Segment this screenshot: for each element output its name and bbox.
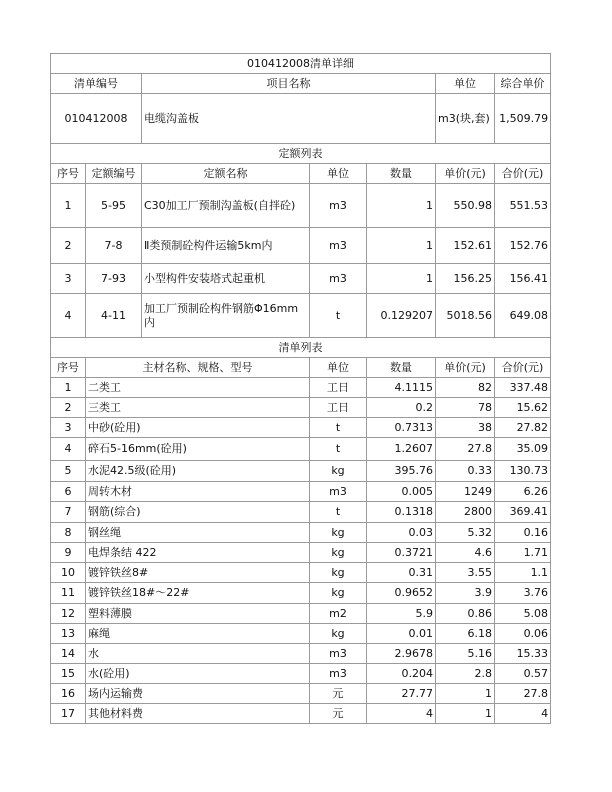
materials-rows: [51, 378, 551, 724]
material-total: 1.71: [495, 543, 551, 563]
materials-section-title: 清单列表: [51, 338, 551, 358]
quota-qty: 1: [367, 264, 436, 294]
material-unit: kg: [310, 523, 367, 543]
material-price: 1249: [436, 482, 495, 502]
material-name: 钢筋(综合): [86, 502, 310, 523]
materials-header-qty: 数量: [367, 358, 436, 378]
material-total: 0.16: [495, 523, 551, 543]
material-price: 27.8: [436, 438, 495, 461]
material-price: 5.16: [436, 644, 495, 664]
material-unit: t: [310, 438, 367, 461]
material-qty: 2.9678: [367, 644, 436, 664]
material-qty: 0.03: [367, 523, 436, 543]
material-row: [51, 418, 551, 438]
bill-price: 1,509.79: [495, 94, 551, 144]
quota-header-code: 定额编号: [86, 164, 142, 184]
bill-unit: m3(块,套): [436, 94, 495, 144]
material-row: [51, 604, 551, 624]
material-total: 369.41: [495, 502, 551, 523]
material-no: 15: [51, 664, 86, 684]
quota-code: 7-8: [86, 228, 142, 264]
material-name: 水: [86, 644, 310, 664]
quota-unit: m3: [310, 264, 367, 294]
materials-header-total: 合价(元): [495, 358, 551, 378]
material-qty: 5.9: [367, 604, 436, 624]
quota-price: 5018.56: [436, 294, 495, 338]
quota-name: C30加工厂预制沟盖板(自拌砼): [142, 184, 310, 228]
material-name: 水泥42.5级(砼用): [86, 461, 310, 482]
material-price: 78: [436, 398, 495, 418]
quota-row: [51, 264, 551, 294]
material-qty: 0.9652: [367, 583, 436, 604]
material-name: 碎石5-16mm(砼用): [86, 438, 310, 461]
material-unit: kg: [310, 461, 367, 482]
quota-qty: 0.129207: [367, 294, 436, 338]
quota-name: 加工厂预制砼构件钢筋Φ16mm内: [142, 294, 310, 338]
material-no: 16: [51, 684, 86, 704]
quota-no: 1: [51, 184, 86, 228]
quota-total: 649.08: [495, 294, 551, 338]
material-unit: kg: [310, 583, 367, 604]
quota-price: 550.98: [436, 184, 495, 228]
quota-row: [51, 228, 551, 264]
quota-unit: m3: [310, 228, 367, 264]
material-qty: 0.31: [367, 563, 436, 583]
material-total: 1.1: [495, 563, 551, 583]
bill-header-code: 清单编号: [51, 74, 142, 94]
bill-header-unit: 单位: [436, 74, 495, 94]
material-row: [51, 502, 551, 523]
material-row: [51, 523, 551, 543]
material-no: 17: [51, 704, 86, 724]
material-no: 11: [51, 583, 86, 604]
material-name: 镀锌铁丝18#～22#: [86, 583, 310, 604]
page-title: 010412008清单详细: [51, 54, 551, 74]
material-price: 2800: [436, 502, 495, 523]
material-row: [51, 543, 551, 563]
material-name: 二类工: [86, 378, 310, 398]
quota-price: 156.25: [436, 264, 495, 294]
material-row: [51, 378, 551, 398]
material-name: 塑料薄膜: [86, 604, 310, 624]
material-total: 27.8: [495, 684, 551, 704]
quota-qty: 1: [367, 228, 436, 264]
quota-no: 4: [51, 294, 86, 338]
material-no: 4: [51, 438, 86, 461]
quota-no: 3: [51, 264, 86, 294]
material-total: 130.73: [495, 461, 551, 482]
quota-name: 小型构件安装塔式起重机: [142, 264, 310, 294]
bill-detail-table: [50, 53, 551, 724]
material-name: 场内运输费: [86, 684, 310, 704]
material-unit: kg: [310, 563, 367, 583]
material-qty: 395.76: [367, 461, 436, 482]
material-price: 5.32: [436, 523, 495, 543]
material-no: 12: [51, 604, 86, 624]
material-no: 13: [51, 624, 86, 644]
material-qty: 0.204: [367, 664, 436, 684]
material-name: 钢丝绳: [86, 523, 310, 543]
material-no: 14: [51, 644, 86, 664]
material-row: [51, 583, 551, 604]
quota-price: 152.61: [436, 228, 495, 264]
quota-code: 5-95: [86, 184, 142, 228]
material-row: [51, 482, 551, 502]
material-qty: 0.1318: [367, 502, 436, 523]
material-qty: 0.01: [367, 624, 436, 644]
material-row: [51, 398, 551, 418]
quota-header-no: 序号: [51, 164, 86, 184]
material-unit: kg: [310, 624, 367, 644]
material-unit: t: [310, 418, 367, 438]
material-no: 6: [51, 482, 86, 502]
material-total: 4: [495, 704, 551, 724]
material-no: 7: [51, 502, 86, 523]
material-price: 0.86: [436, 604, 495, 624]
bill-name: 电缆沟盖板: [142, 94, 436, 144]
material-price: 1: [436, 704, 495, 724]
material-total: 0.06: [495, 624, 551, 644]
quota-unit: t: [310, 294, 367, 338]
material-name: 麻绳: [86, 624, 310, 644]
material-total: 3.76: [495, 583, 551, 604]
material-qty: 27.77: [367, 684, 436, 704]
material-unit: m3: [310, 664, 367, 684]
material-qty: 0.3721: [367, 543, 436, 563]
material-qty: 1.2607: [367, 438, 436, 461]
material-name: 周转木材: [86, 482, 310, 502]
material-total: 337.48: [495, 378, 551, 398]
material-row: [51, 664, 551, 684]
material-name: 三类工: [86, 398, 310, 418]
material-unit: m2: [310, 604, 367, 624]
materials-header-name: 主材名称、规格、型号: [86, 358, 310, 378]
material-unit: 元: [310, 684, 367, 704]
material-row: [51, 644, 551, 664]
material-no: 10: [51, 563, 86, 583]
material-price: 3.9: [436, 583, 495, 604]
quota-name: Ⅱ类预制砼构件运输5km内: [142, 228, 310, 264]
materials-header-price: 单价(元): [436, 358, 495, 378]
materials-header-unit: 单位: [310, 358, 367, 378]
material-unit: kg: [310, 543, 367, 563]
material-total: 15.62: [495, 398, 551, 418]
bill-detail-sheet: [50, 53, 549, 724]
material-qty: 0.2: [367, 398, 436, 418]
quota-section-title: 定额列表: [51, 144, 551, 164]
material-name: 中砂(砼用): [86, 418, 310, 438]
quota-header-price: 单价(元): [436, 164, 495, 184]
material-qty: 0.005: [367, 482, 436, 502]
material-price: 4.6: [436, 543, 495, 563]
material-price: 1: [436, 684, 495, 704]
quota-row: [51, 294, 551, 338]
material-row: [51, 461, 551, 482]
quota-header-unit: 单位: [310, 164, 367, 184]
bill-header-name: 项目名称: [142, 74, 436, 94]
material-unit: m3: [310, 482, 367, 502]
material-price: 38: [436, 418, 495, 438]
material-total: 5.08: [495, 604, 551, 624]
material-no: 3: [51, 418, 86, 438]
material-no: 9: [51, 543, 86, 563]
material-name: 镀锌铁丝8#: [86, 563, 310, 583]
material-price: 2.8: [436, 664, 495, 684]
material-no: 1: [51, 378, 86, 398]
material-row: [51, 684, 551, 704]
material-unit: 元: [310, 704, 367, 724]
material-total: 27.82: [495, 418, 551, 438]
material-name: 电焊条结 422: [86, 543, 310, 563]
material-row: [51, 563, 551, 583]
bill-code: 010412008: [51, 94, 142, 144]
material-qty: 4.1115: [367, 378, 436, 398]
material-row: [51, 438, 551, 461]
material-total: 6.26: [495, 482, 551, 502]
quota-row: [51, 184, 551, 228]
material-price: 82: [436, 378, 495, 398]
material-unit: m3: [310, 644, 367, 664]
material-price: 6.18: [436, 624, 495, 644]
material-unit: 工日: [310, 398, 367, 418]
material-unit: 工日: [310, 378, 367, 398]
quota-total: 551.53: [495, 184, 551, 228]
quota-total: 156.41: [495, 264, 551, 294]
bill-header-price: 综合单价: [495, 74, 551, 94]
material-unit: t: [310, 502, 367, 523]
material-no: 5: [51, 461, 86, 482]
material-total: 35.09: [495, 438, 551, 461]
quota-qty: 1: [367, 184, 436, 228]
quota-header-name: 定额名称: [142, 164, 310, 184]
quota-no: 2: [51, 228, 86, 264]
material-row: [51, 624, 551, 644]
material-total: 0.57: [495, 664, 551, 684]
material-name: 水(砼用): [86, 664, 310, 684]
material-price: 0.33: [436, 461, 495, 482]
material-qty: 0.7313: [367, 418, 436, 438]
quota-header-qty: 数量: [367, 164, 436, 184]
material-qty: 4: [367, 704, 436, 724]
quota-total: 152.76: [495, 228, 551, 264]
quota-code: 4-11: [86, 294, 142, 338]
material-total: 15.33: [495, 644, 551, 664]
quota-code: 7-93: [86, 264, 142, 294]
material-name: 其他材料费: [86, 704, 310, 724]
material-no: 2: [51, 398, 86, 418]
quota-unit: m3: [310, 184, 367, 228]
quota-header-total: 合价(元): [495, 164, 551, 184]
material-row: [51, 704, 551, 724]
materials-header-no: 序号: [51, 358, 86, 378]
material-price: 3.55: [436, 563, 495, 583]
material-no: 8: [51, 523, 86, 543]
